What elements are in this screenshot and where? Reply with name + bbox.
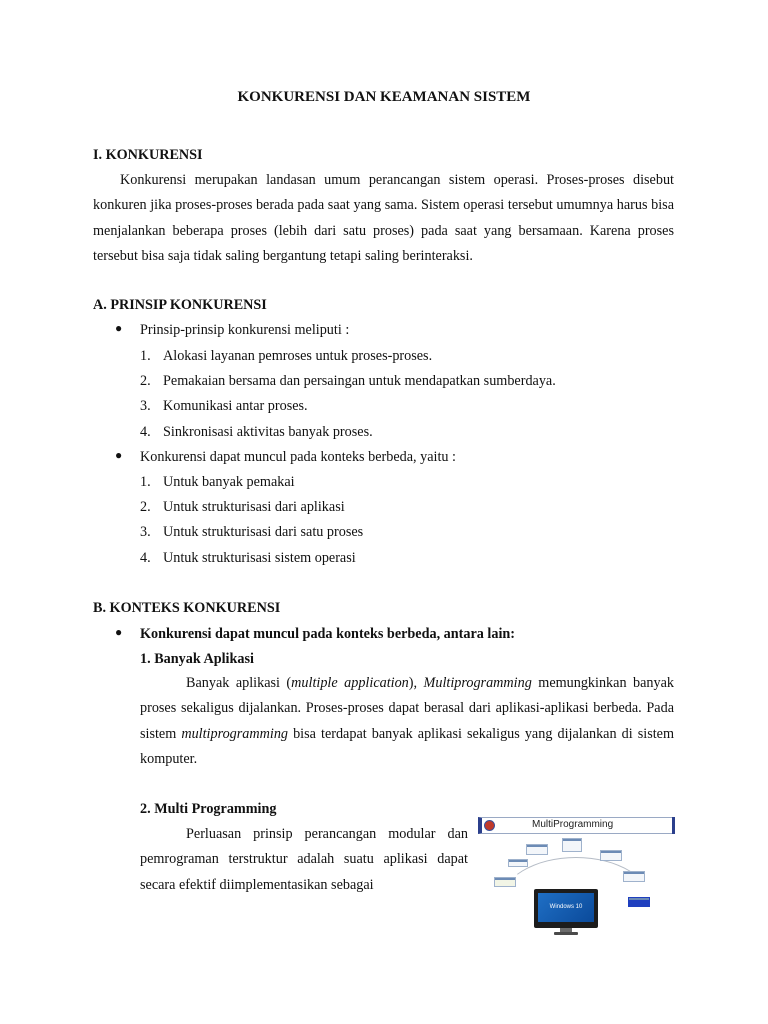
- subheading-banyak-aplikasi: 1. Banyak Aplikasi: [140, 651, 254, 667]
- list-item: 1. Alokasi layanan pemroses untuk proses-proses.: [140, 348, 433, 364]
- section-heading-konkurensi: I. KONKURENSI: [93, 147, 203, 163]
- section-heading-prinsip: A. PRINSIP KONKURENSI: [93, 297, 267, 313]
- document-title: KONKURENSI DAN KEAMANAN SISTEM: [237, 89, 531, 105]
- figure-header: [478, 817, 675, 834]
- logo-icon: [484, 820, 495, 831]
- app-window-icon: [628, 897, 650, 907]
- list-item: 4. Untuk strukturisasi sistem operasi: [140, 550, 356, 566]
- konkurensi-paragraph: [93, 168, 674, 269]
- app-window-icon: [600, 850, 622, 861]
- bullet-icon: ●: [115, 321, 123, 335]
- app-window-icon: [508, 859, 528, 867]
- app-window-icon: [623, 871, 645, 882]
- bullet-icon: ●: [115, 448, 123, 462]
- subheading-multi-programming: 2. Multi Programming: [140, 801, 277, 817]
- monitor-base: [554, 932, 578, 935]
- multi-programming-paragraph: Perluasan prinsip perancangan modular dan pemrograman terstruktur adalah suatu aplikasi dapat secara efektif diimplementasikan sebagai: [140, 826, 468, 893]
- list-item: 4. Sinkronisasi aktivitas banyak proses.: [140, 424, 373, 440]
- section-heading-konteks: B. KONTEKS KONKURENSI: [93, 600, 281, 616]
- bullet-text: Prinsip-prinsip konkurensi meliputi :: [140, 322, 350, 338]
- app-window-icon: [526, 844, 548, 855]
- list-item: 2. Pemakaian bersama dan persaingan untuk mendapatkan sumberdaya.: [140, 373, 556, 389]
- monitor-screen: Windows 10: [538, 893, 594, 922]
- app-window-icon: [494, 877, 516, 887]
- list-item: 1. Untuk banyak pemakai: [140, 474, 295, 490]
- multiprogramming-figure: [478, 817, 675, 937]
- banyak-aplikasi-paragraph: Banyak aplikasi (multiple application), Multiprogramming memungkinkan banyak proses sekaligus dijalankan. Proses-proses dapat berasal dari aplikasi-aplikasi berbeda. Pada sistem multiprogramming bisa terdapat banyak aplikasi sekaligus yang dijalankan di sistem komputer.: [140, 675, 674, 767]
- figure-title: MultiProgramming: [532, 819, 614, 830]
- bullet-text: Konkurensi dapat muncul pada konteks berbeda, yaitu :: [140, 449, 456, 465]
- konkurensi-paragraph-text: Konkurensi merupakan landasan umum perancangan sistem operasi. Proses-proses disebut konkuren jika proses-proses berada pada saat yang sama. Sistem operasi tersebut umumnya harus bisa menjalankan beberapa proses (lebih dari satu proses) pada saat yang bersamaan. Karena proses tersebut bisa saja tidak saling bergantung tetapi saling berinteraksi.: [93, 172, 674, 264]
- list-item: 3. Komunikasi antar proses.: [140, 398, 308, 414]
- app-window-icon: [562, 838, 582, 852]
- figure-accent-strip: [672, 817, 675, 834]
- computer-monitor-icon: [534, 889, 598, 928]
- list-item: 3. Untuk strukturisasi dari satu proses: [140, 524, 364, 540]
- bullet-icon: ●: [115, 625, 123, 639]
- bullet-text: Konkurensi dapat muncul pada konteks berbeda, antara lain:: [140, 626, 516, 642]
- list-item: 2. Untuk strukturisasi dari aplikasi: [140, 499, 345, 515]
